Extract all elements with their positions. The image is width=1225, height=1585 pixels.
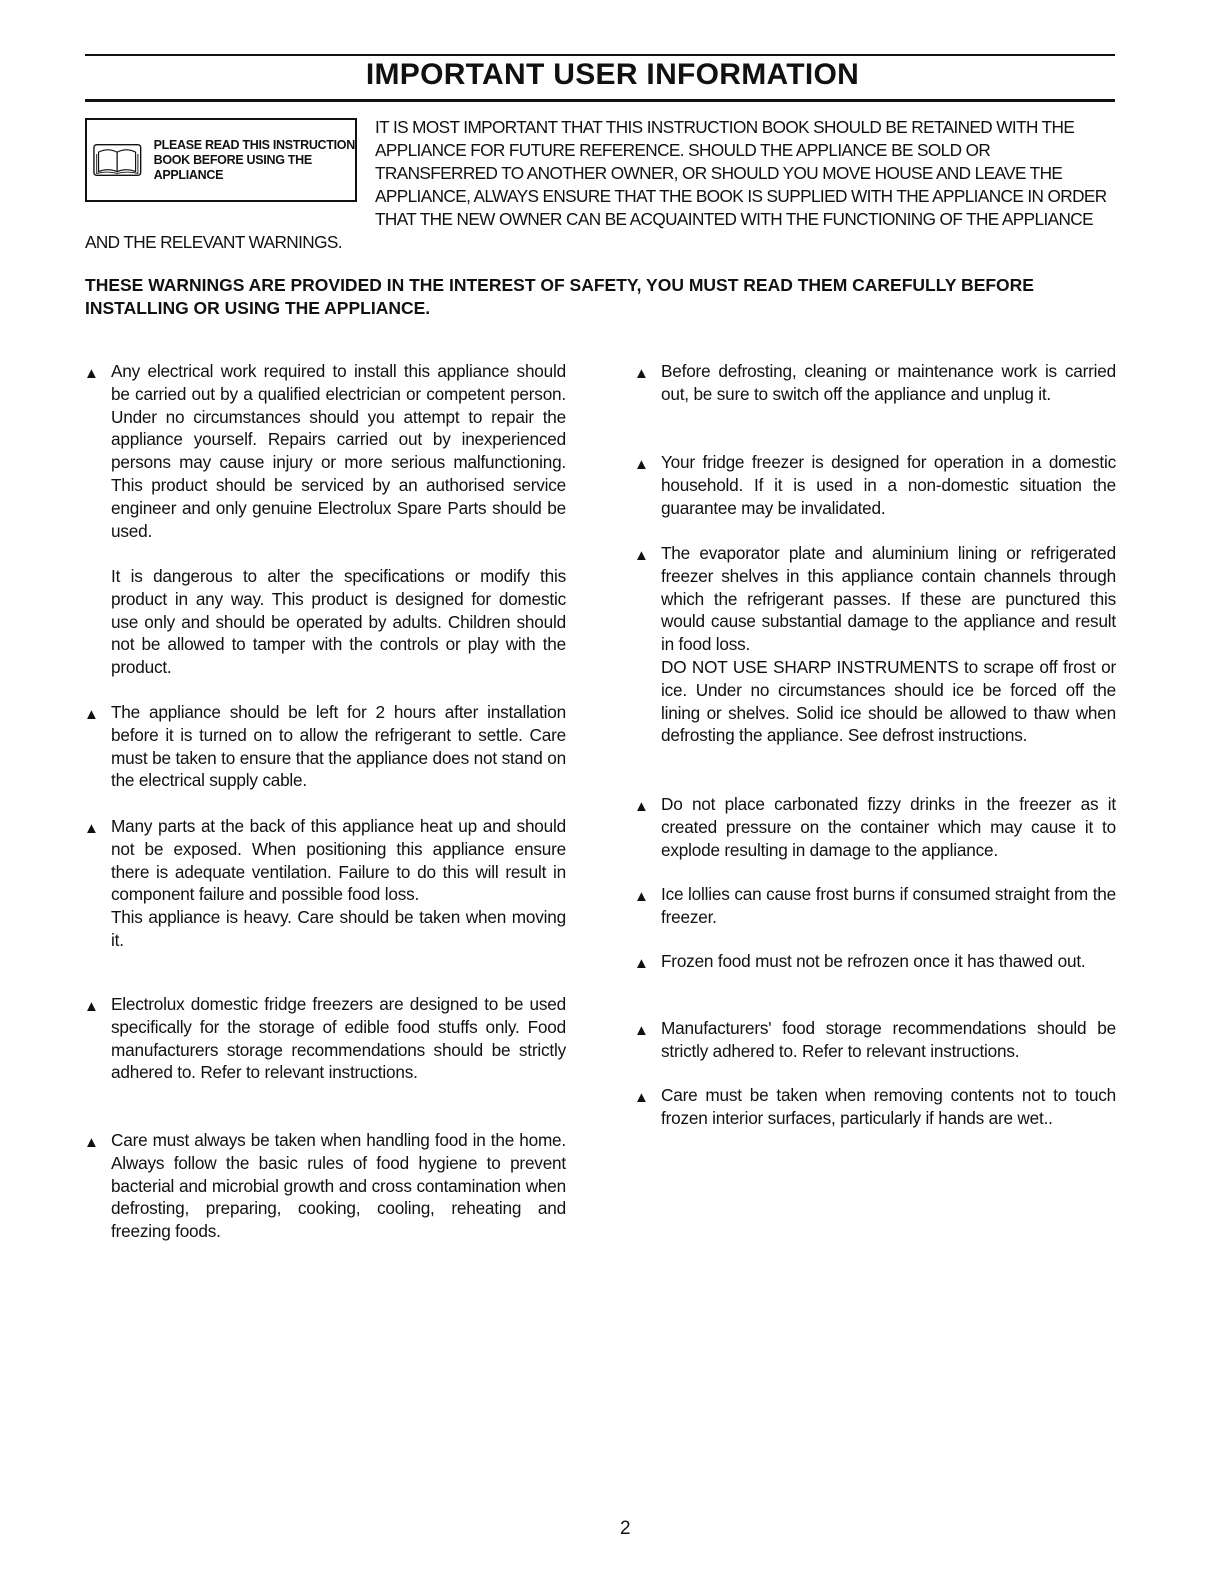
- page-number: 2: [620, 1518, 631, 1539]
- item-text: Care must be taken when removing contents not to touch frozen interior surfaces, particularly if hands are wet..: [661, 1085, 1116, 1128]
- triangle-bullet-icon: ▲: [634, 365, 649, 382]
- item-text: The evaporator plate and aluminium lining or refrigerated freezer shelves in this appliance contain channels through which the refrigerant passes. If these are punctured this would cause substantial damage to the appliance and result in food loss.: [661, 543, 1116, 655]
- item-text: Manufacturers' food storage recommendations should be strictly adhered to. Refer to relevant instructions.: [661, 1018, 1116, 1061]
- triangle-bullet-icon: ▲: [634, 456, 649, 473]
- item-text: Your fridge freezer is designed for operation in a domestic household. If it is used in a non-domestic situation the guarantee may be invalidated.: [661, 452, 1116, 518]
- item-text: Frozen food must not be refrozen once it has thawed out.: [661, 951, 1086, 971]
- intro-section: [85, 116, 1115, 254]
- triangle-bullet-icon: ▲: [84, 1134, 99, 1151]
- triangle-bullet-icon: ▲: [634, 1089, 649, 1106]
- triangle-bullet-icon: ▲: [84, 706, 99, 723]
- top-rule: [85, 54, 1115, 56]
- warning-item: [634, 542, 1116, 747]
- triangle-bullet-icon: ▲: [634, 955, 649, 972]
- triangle-bullet-icon: ▲: [84, 998, 99, 1015]
- triangle-bullet-icon: ▲: [84, 820, 99, 837]
- item-extra-text: This appliance is heavy. Care should be taken when moving it.: [111, 907, 566, 950]
- warning-item: [84, 701, 566, 792]
- item-text: Do not place carbonated fizzy drinks in the freezer as it created pressure on the container which may cause it to explode resulting in damage to the appliance.: [661, 794, 1116, 860]
- warning-item: [634, 360, 1116, 406]
- warning-item: [111, 565, 566, 679]
- warning-item: [84, 815, 566, 952]
- triangle-bullet-icon: ▲: [634, 798, 649, 815]
- warning-item: [634, 883, 1116, 929]
- warning-item: [634, 793, 1116, 861]
- read-instructions-notice: [85, 118, 357, 202]
- warning-item: [84, 360, 566, 542]
- intro-text: IT IS MOST IMPORTANT THAT THIS INSTRUCTION BOOK SHOULD BE RETAINED WITH THE APPLIANCE FOR FUTURE REFERENCE. SHOULD THE APPLIANCE BE SOLD OR TRANSFERRED TO ANOTHER OWNER, OR SHOULD YOU MOVE HOUSE AND LEAVE THE APPLIANCE, ALWAYS ENSURE THAT THE BOOK IS SUPPLIED WITH THE APPLIANCE IN ORDER THAT THE NEW OWNER CAN BE ACQUAINTED WITH THE FUNCTIONING OF THE APPLIANCE AND THE RELEVANT WARNINGS.: [85, 117, 1107, 252]
- warning-item: [84, 1129, 566, 1243]
- item-text: Care must always be taken when handling food in the home. Always follow the basic rules of food hygiene to prevent bacterial and microbial growth and cross contamination when defrosting, preparing, cooking, cooling, reheating and freezing foods.: [111, 1130, 566, 1242]
- item-text: Many parts at the back of this appliance heat up and should not be exposed. When positioning this appliance ensure there is adequate ventilation. Failure to do this will result in component failure and possible food loss.: [111, 816, 566, 905]
- item-text: Any electrical work required to install this appliance should be carried out by a qualified electrician or competent person. Under no circumstances should you attempt to repair the appliance yourself. Repairs carried out by inexperienced persons may cause injury or more serious malfunctioning. This product should be serviced by an authorised service engineer and only genuine Electrolux Spare Parts should be used.: [111, 361, 566, 541]
- warning-item: [634, 1017, 1116, 1063]
- triangle-bullet-icon: ▲: [84, 365, 99, 382]
- triangle-bullet-icon: ▲: [634, 888, 649, 905]
- page-title: IMPORTANT USER INFORMATION: [365, 58, 860, 91]
- triangle-bullet-icon: ▲: [634, 1022, 649, 1039]
- warning-item: [84, 993, 566, 1084]
- warning-item: [634, 451, 1116, 519]
- warning-item: [634, 1084, 1116, 1130]
- item-text: It is dangerous to alter the specifications or modify this product in any way. This product is designed for domestic use only and should be operated by adults. Children should not be allowed to tamper with the controls or play with the product.: [111, 566, 566, 678]
- notice-text: PLEASE READ THIS INSTRUCTION BOOK BEFORE USING THE APPLIANCE: [153, 137, 355, 182]
- item-extra-text: DO NOT USE SHARP INSTRUMENTS to scrape off frost or ice. Under no circumstances should ice be forced off the lining or shelves. Solid ice should be allowed to thaw when defrosting the appliance. See defrost instructions.: [661, 656, 1116, 746]
- item-text: Ice lollies can cause frost burns if consumed straight from the freezer.: [661, 884, 1116, 927]
- item-text: The appliance should be left for 2 hours after installation before it is turned on to allow the refrigerant to settle. Care must be taken to ensure that the appliance does not stand on the electrical supply cable.: [111, 702, 566, 791]
- open-book-icon: [93, 125, 142, 195]
- title-rule: [85, 99, 1115, 102]
- warning-item: [634, 950, 1116, 973]
- triangle-bullet-icon: ▲: [634, 547, 649, 564]
- safety-warning: THESE WARNINGS ARE PROVIDED IN THE INTEREST OF SAFETY, YOU MUST READ THEM CAREFULLY BEFORE INSTALLING OR USING THE APPLIANCE.: [85, 275, 1034, 318]
- item-text: Electrolux domestic fridge freezers are designed to be used specifically for the storage of edible food stuffs only. Food manufacturers storage recommendations should be strictly adhered to. Refer to relevant instructions.: [111, 994, 566, 1083]
- item-text: Before defrosting, cleaning or maintenance work is carried out, be sure to switch off the appliance and unplug it.: [661, 361, 1116, 404]
